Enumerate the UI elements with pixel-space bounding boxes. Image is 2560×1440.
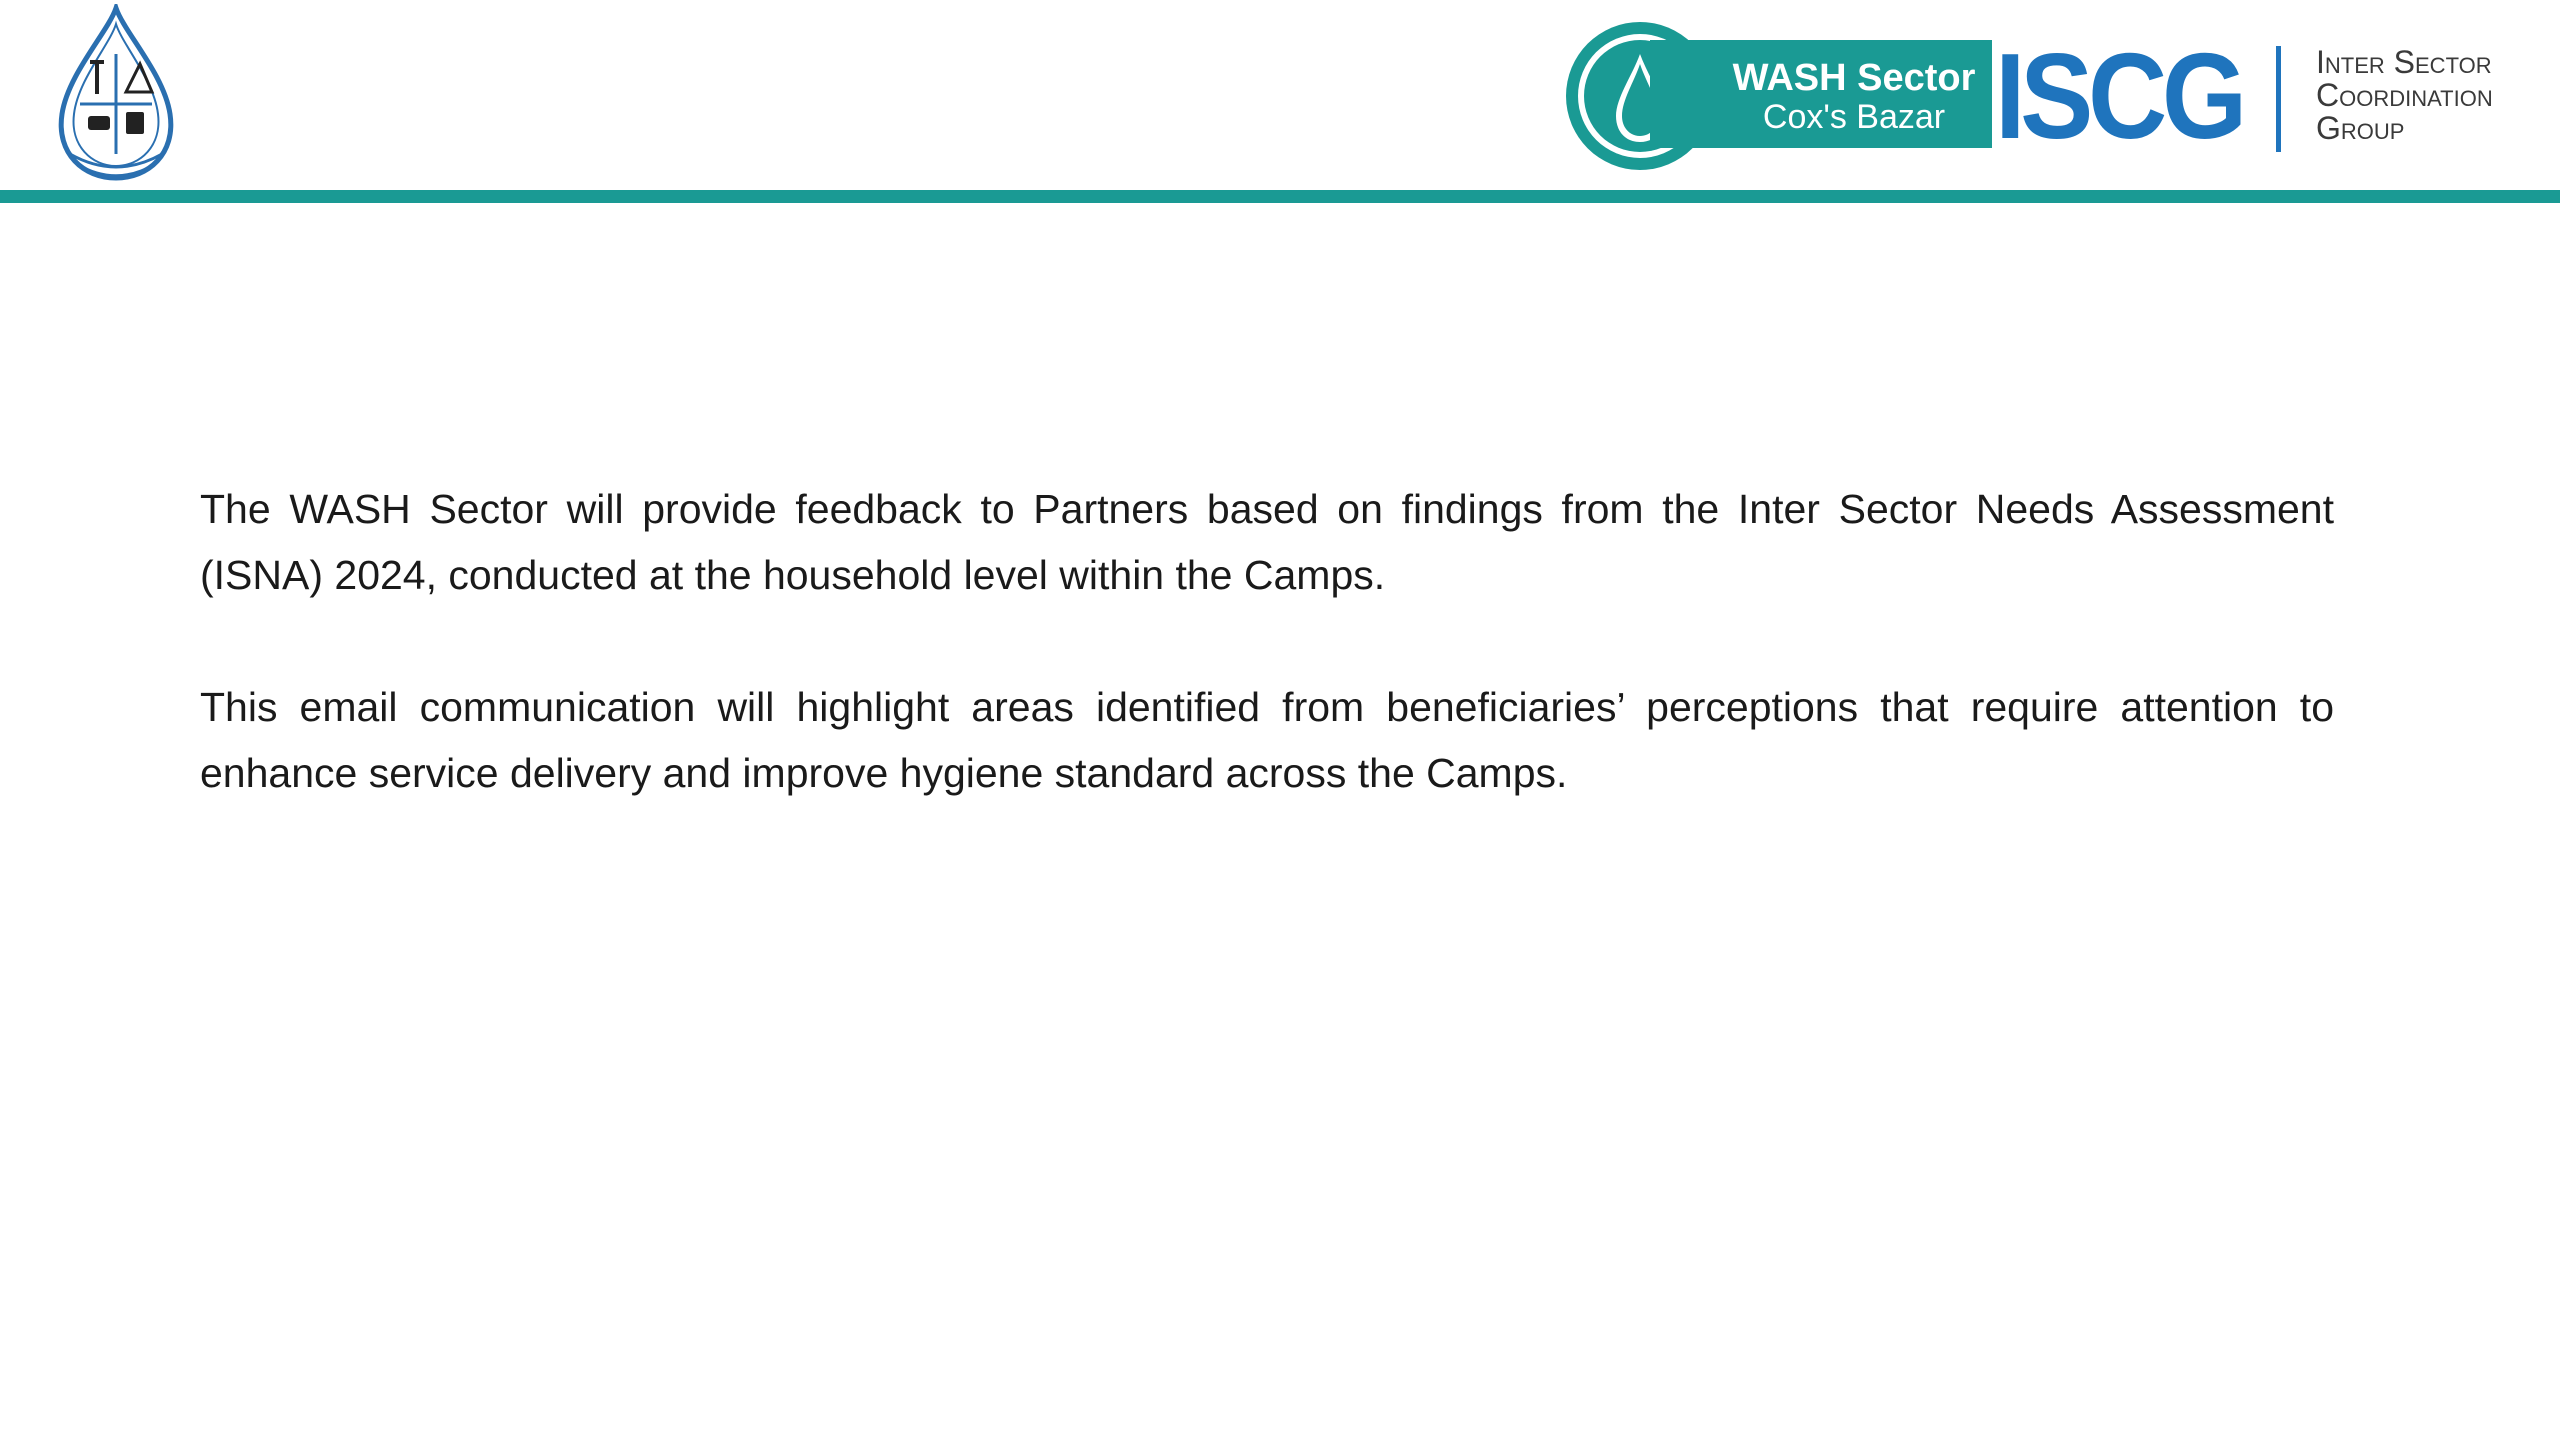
dphe-emblem-icon: [48, 4, 184, 184]
wash-sector-subtitle: Cox's Bazar: [1762, 98, 1946, 136]
header-divider-bar: [0, 190, 2560, 203]
iscg-line-2: Coordination: [2316, 77, 2493, 113]
iscg-full-name: [2316, 46, 2493, 145]
wash-sector-title: WASH Sector: [1732, 57, 1976, 99]
iscg-divider: [2276, 46, 2281, 152]
body-text: [200, 476, 2334, 872]
iscg-line-3: Group: [2316, 110, 2405, 146]
paragraph-1: The WASH Sector will provide feedback to Partners based on findings from the Inter Sector Needs Assessment (ISNA) 2024, conducted at the household level within the Camps.: [200, 486, 2334, 598]
iscg-line-1: Inter Sector: [2316, 44, 2492, 80]
paragraph-2: This email communication will highlight areas identified from beneficiaries’ perceptions that require attention to enhance service delivery and improve hygiene standard across the Camps.: [200, 684, 2334, 796]
iscg-acronym: ISCG: [1995, 28, 2242, 164]
